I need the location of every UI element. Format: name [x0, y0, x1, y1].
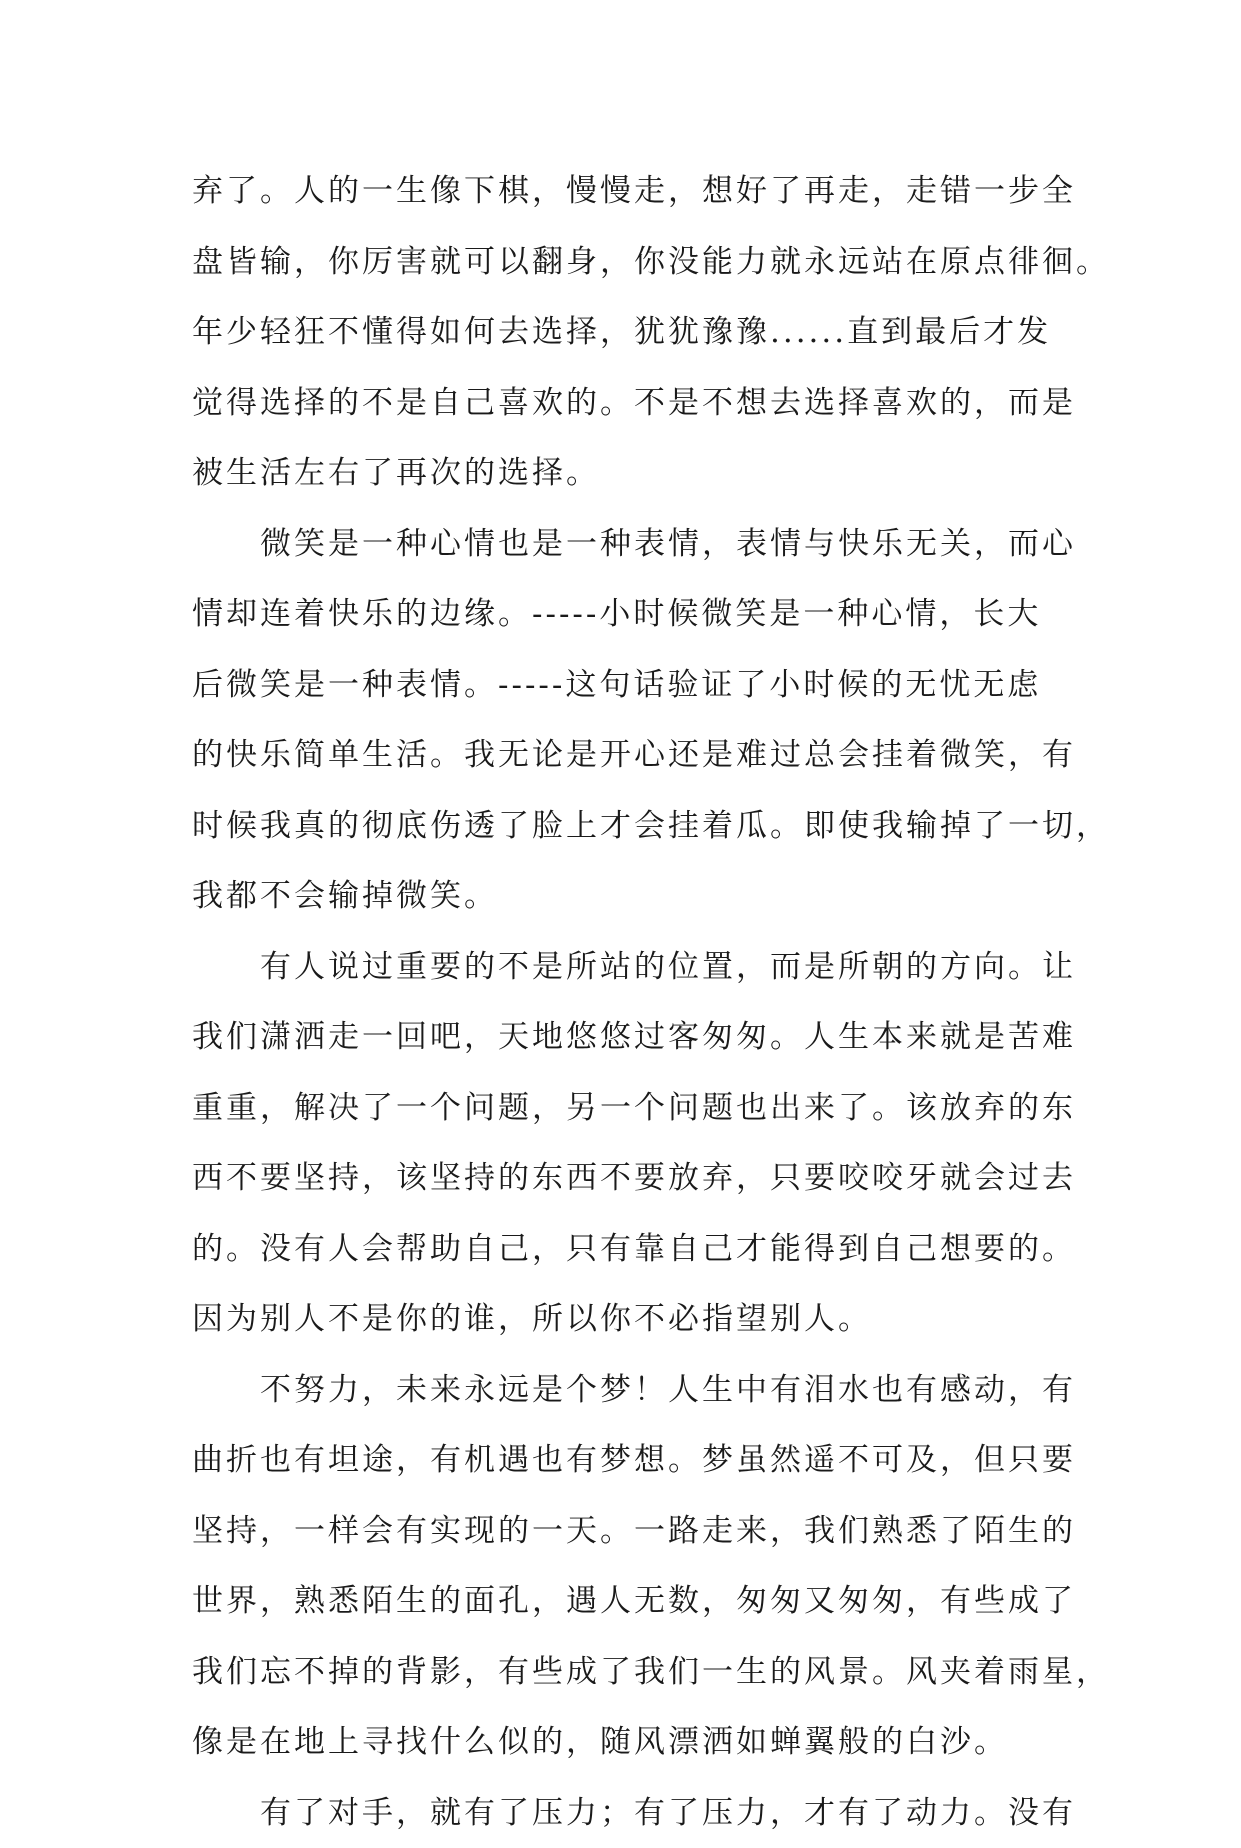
text-line: 情却连着快乐的边缘。-----小时候微笑是一种心情，长大 — [192, 579, 1072, 650]
text-line: 被生活左右了再次的选择。 — [192, 438, 1072, 509]
text-line: 我们忘不掉的背影，有些成了我们一生的风景。风夹着雨星， — [192, 1637, 1072, 1708]
text-line: 有了对手，就有了压力；有了压力，才有了动力。没有 — [192, 1778, 1072, 1848]
text-line: 因为别人不是你的谁，所以你不必指望别人。 — [192, 1284, 1072, 1355]
text-line: 曲折也有坦途，有机遇也有梦想。梦虽然遥不可及，但只要 — [192, 1425, 1072, 1496]
text-line: 的。没有人会帮助自己，只有靠自己才能得到自己想要的。 — [192, 1214, 1072, 1285]
text-line: 西不要坚持，该坚持的东西不要放弃，只要咬咬牙就会过去 — [192, 1143, 1072, 1214]
text-line: 重重，解决了一个问题，另一个问题也出来了。该放弃的东 — [192, 1073, 1072, 1144]
text-line: 盘皆输，你厉害就可以翻身，你没能力就永远站在原点徘徊。 — [192, 227, 1072, 298]
text-line: 的快乐简单生活。我无论是开心还是难过总会挂着微笑，有 — [192, 720, 1072, 791]
text-line: 微笑是一种心情也是一种表情，表情与快乐无关，而心 — [192, 509, 1072, 580]
text-line: 弃了。人的一生像下棋，慢慢走，想好了再走，走错一步全 — [192, 156, 1072, 227]
text-line: 不努力，未来永远是个梦！人生中有泪水也有感动，有 — [192, 1355, 1072, 1426]
text-line: 我们潇洒走一回吧，天地悠悠过客匆匆。人生本来就是苦难 — [192, 1002, 1072, 1073]
text-line: 世界，熟悉陌生的面孔，遇人无数，匆匆又匆匆，有些成了 — [192, 1566, 1072, 1637]
text-line: 时候我真的彻底伤透了脸上才会挂着瓜。即使我输掉了一切， — [192, 791, 1072, 862]
text-line: 有人说过重要的不是所站的位置，而是所朝的方向。让 — [192, 932, 1072, 1003]
text-line: 像是在地上寻找什么似的，随风漂洒如蝉翼般的白沙。 — [192, 1707, 1072, 1778]
text-line: 后微笑是一种表情。-----这句话验证了小时候的无忧无虑 — [192, 650, 1072, 721]
body-text — [192, 156, 1072, 1848]
text-line: 年少轻狂不懂得如何去选择，犹犹豫豫......直到最后才发 — [192, 297, 1072, 368]
text-line: 觉得选择的不是自己喜欢的。不是不想去选择喜欢的，而是 — [192, 368, 1072, 439]
text-line: 坚持，一样会有实现的一天。一路走来，我们熟悉了陌生的 — [192, 1496, 1072, 1567]
text-line: 我都不会输掉微笑。 — [192, 861, 1072, 932]
